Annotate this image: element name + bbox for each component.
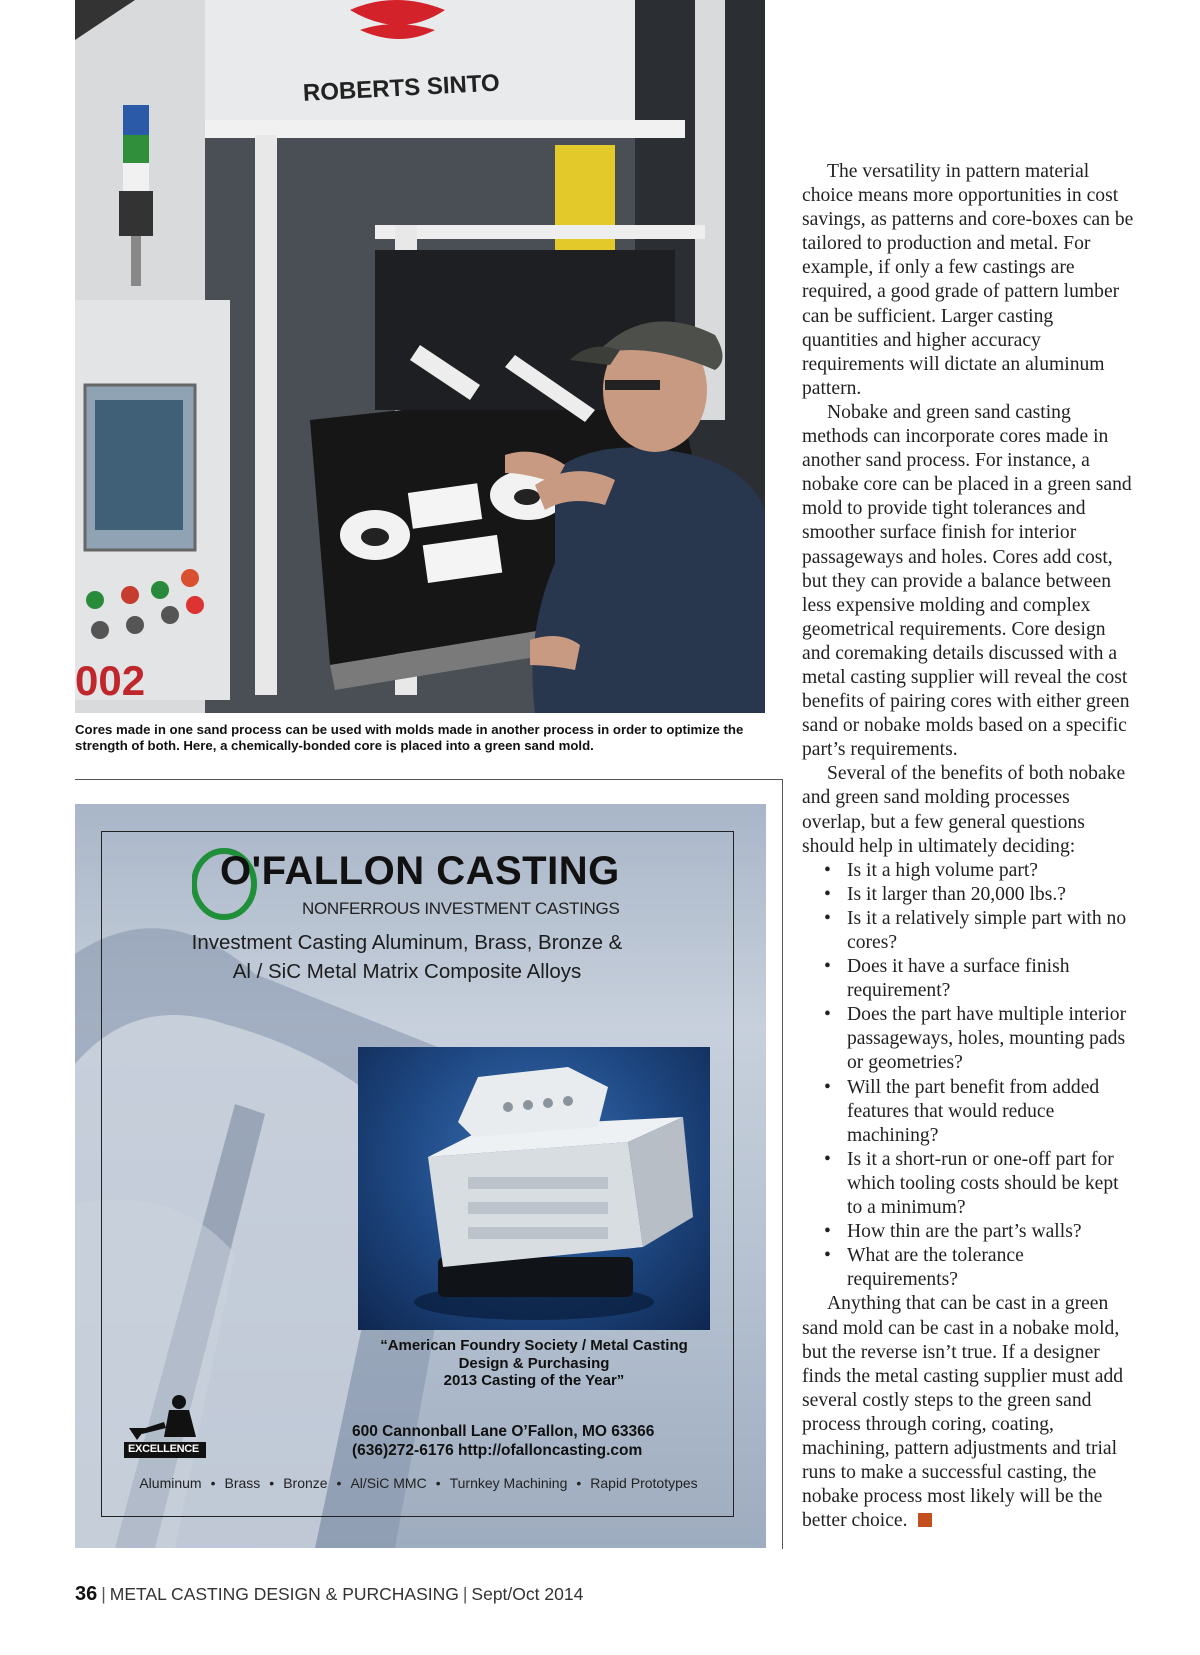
aluminum-casting-image (358, 1047, 710, 1330)
article-paragraph-final (802, 1292, 1134, 1533)
service-item: Bronze (283, 1475, 328, 1491)
list-item: • Is it larger than 20,000 lbs.? (824, 883, 1134, 907)
award-text (358, 1337, 710, 1390)
separator-dot-icon: • (576, 1475, 582, 1491)
page-footer (75, 1583, 583, 1606)
final-paragraph-text: Anything that can be cast in a green sand mold can be cast in a nobake mold, but the reverse isn’t true. If a designer finds the metal casting supplier must add several costly steps to the green sand process through coring, coating, machining, pattern adjustments and trial runs to make a successful casting, the nobake process most likely will be the better choice. (802, 1293, 1124, 1532)
award-line-3: 2013 Casting of the Year” (443, 1372, 625, 1389)
photo-caption: Cores made in one sand process can be used with molds made in another process in order to optimize the strength of both. Here, a chemically-bonded core is placed into a green sand mold. (75, 722, 744, 753)
article-photo (75, 0, 765, 713)
service-item: Brass (224, 1475, 261, 1491)
excellence-label: EXCELLENCE (128, 1443, 199, 1455)
article-paragraph: Nobake and green sand casting methods can incorporate cores made in another sand process. For instance, a nobake core can be placed in a green sand mold to provide tight tolerances and smoother surface finish for interior passageways and holes. Cores add cost, but they can provide a balance between less expensive molding and complex geometrical requirements. Core design and coremaking details discussed with a metal casting supplier will reveal the cost benefits of pairing cores with either green sand or nobake molds based on a specific part’s requirements. (802, 401, 1132, 761)
address-line: 600 Cannonball Lane O’Fallon, MO 63366 (352, 1423, 655, 1440)
separator-dot-icon: • (435, 1475, 441, 1491)
company-name: O'FALLON CASTING (220, 849, 620, 893)
article-body (802, 160, 1134, 1533)
footer-divider: | (462, 1584, 468, 1604)
machine-number: 002 (75, 657, 146, 704)
list-item: • How thin are the part’s walls? (824, 1220, 1134, 1244)
list-item: • Is it a relatively simple part with no cores? (824, 907, 1134, 955)
caption-divider (75, 779, 783, 780)
service-item: Turnkey Machining (449, 1475, 568, 1491)
questions-list (802, 859, 1134, 1293)
list-item: • Does it have a surface finish requirement? (824, 955, 1134, 1003)
separator-dot-icon: • (210, 1475, 216, 1491)
issue-date: Sept/Oct 2014 (471, 1584, 584, 1604)
article-paragraph: Several of the benefits of both nobake and green sand molding processes overlap, but a few general questions should help in ultimately deciding: (802, 763, 1126, 857)
ad-headline (142, 928, 672, 986)
service-item: Al/SiC MMC (350, 1475, 427, 1491)
headline-line-2: Al / SiC Metal Matrix Composite Alloys (232, 960, 582, 983)
phone-website-line[interactable]: (636)272-6176 http://ofalloncasting.com (352, 1442, 643, 1459)
service-item: Aluminum (139, 1475, 202, 1491)
column-divider (782, 779, 783, 1549)
list-item: • Will the part benefit from added features that would reduce machining? (824, 1076, 1134, 1148)
services-list (102, 1475, 735, 1491)
machine-brand-text: ROBERTS SINTO (302, 69, 501, 107)
foundry-machine-illustration (75, 0, 765, 713)
company-contact (352, 1422, 654, 1460)
ad-border (101, 831, 734, 1517)
article-paragraph: The versatility in pattern material choice means more opportunities in cost savings, as patterns and core-boxes can be tailored to production and metal. For example, if only a few castings are required, a good grade of pattern lumber can be sufficient. Larger casting quantities and higher accuracy requirements will dictate an aluminum pattern. (802, 161, 1134, 399)
ofallon-casting-advertisement[interactable] (75, 804, 766, 1548)
list-item: • Is it a high volume part? (824, 859, 1134, 883)
award-line-1: “American Foundry Society / Metal Casting (380, 1337, 688, 1354)
footer-divider: | (101, 1584, 106, 1604)
list-item: • Is it a short-run or one-off part for which tooling costs should be kept to a minimum? (824, 1148, 1134, 1220)
separator-dot-icon: • (336, 1475, 342, 1491)
headline-line-1: Investment Casting Aluminum, Brass, Bronze & (191, 931, 623, 954)
award-line-2: Design & Purchasing (458, 1354, 610, 1372)
product-photo (358, 1047, 710, 1330)
list-item: • What are the tolerance requirements? (824, 1244, 1134, 1292)
list-item: • Does the part have multiple interior passageways, holes, mounting pads or geometries? (824, 1003, 1134, 1075)
separator-dot-icon: • (269, 1475, 275, 1491)
end-of-article-icon (918, 1513, 932, 1527)
company-tagline: NONFERROUS INVESTMENT CASTINGS (302, 899, 620, 918)
page-number: 36 (75, 1583, 98, 1605)
service-item: Rapid Prototypes (590, 1475, 698, 1491)
publication-name: METAL CASTING DESIGN & PURCHASING (109, 1584, 459, 1604)
